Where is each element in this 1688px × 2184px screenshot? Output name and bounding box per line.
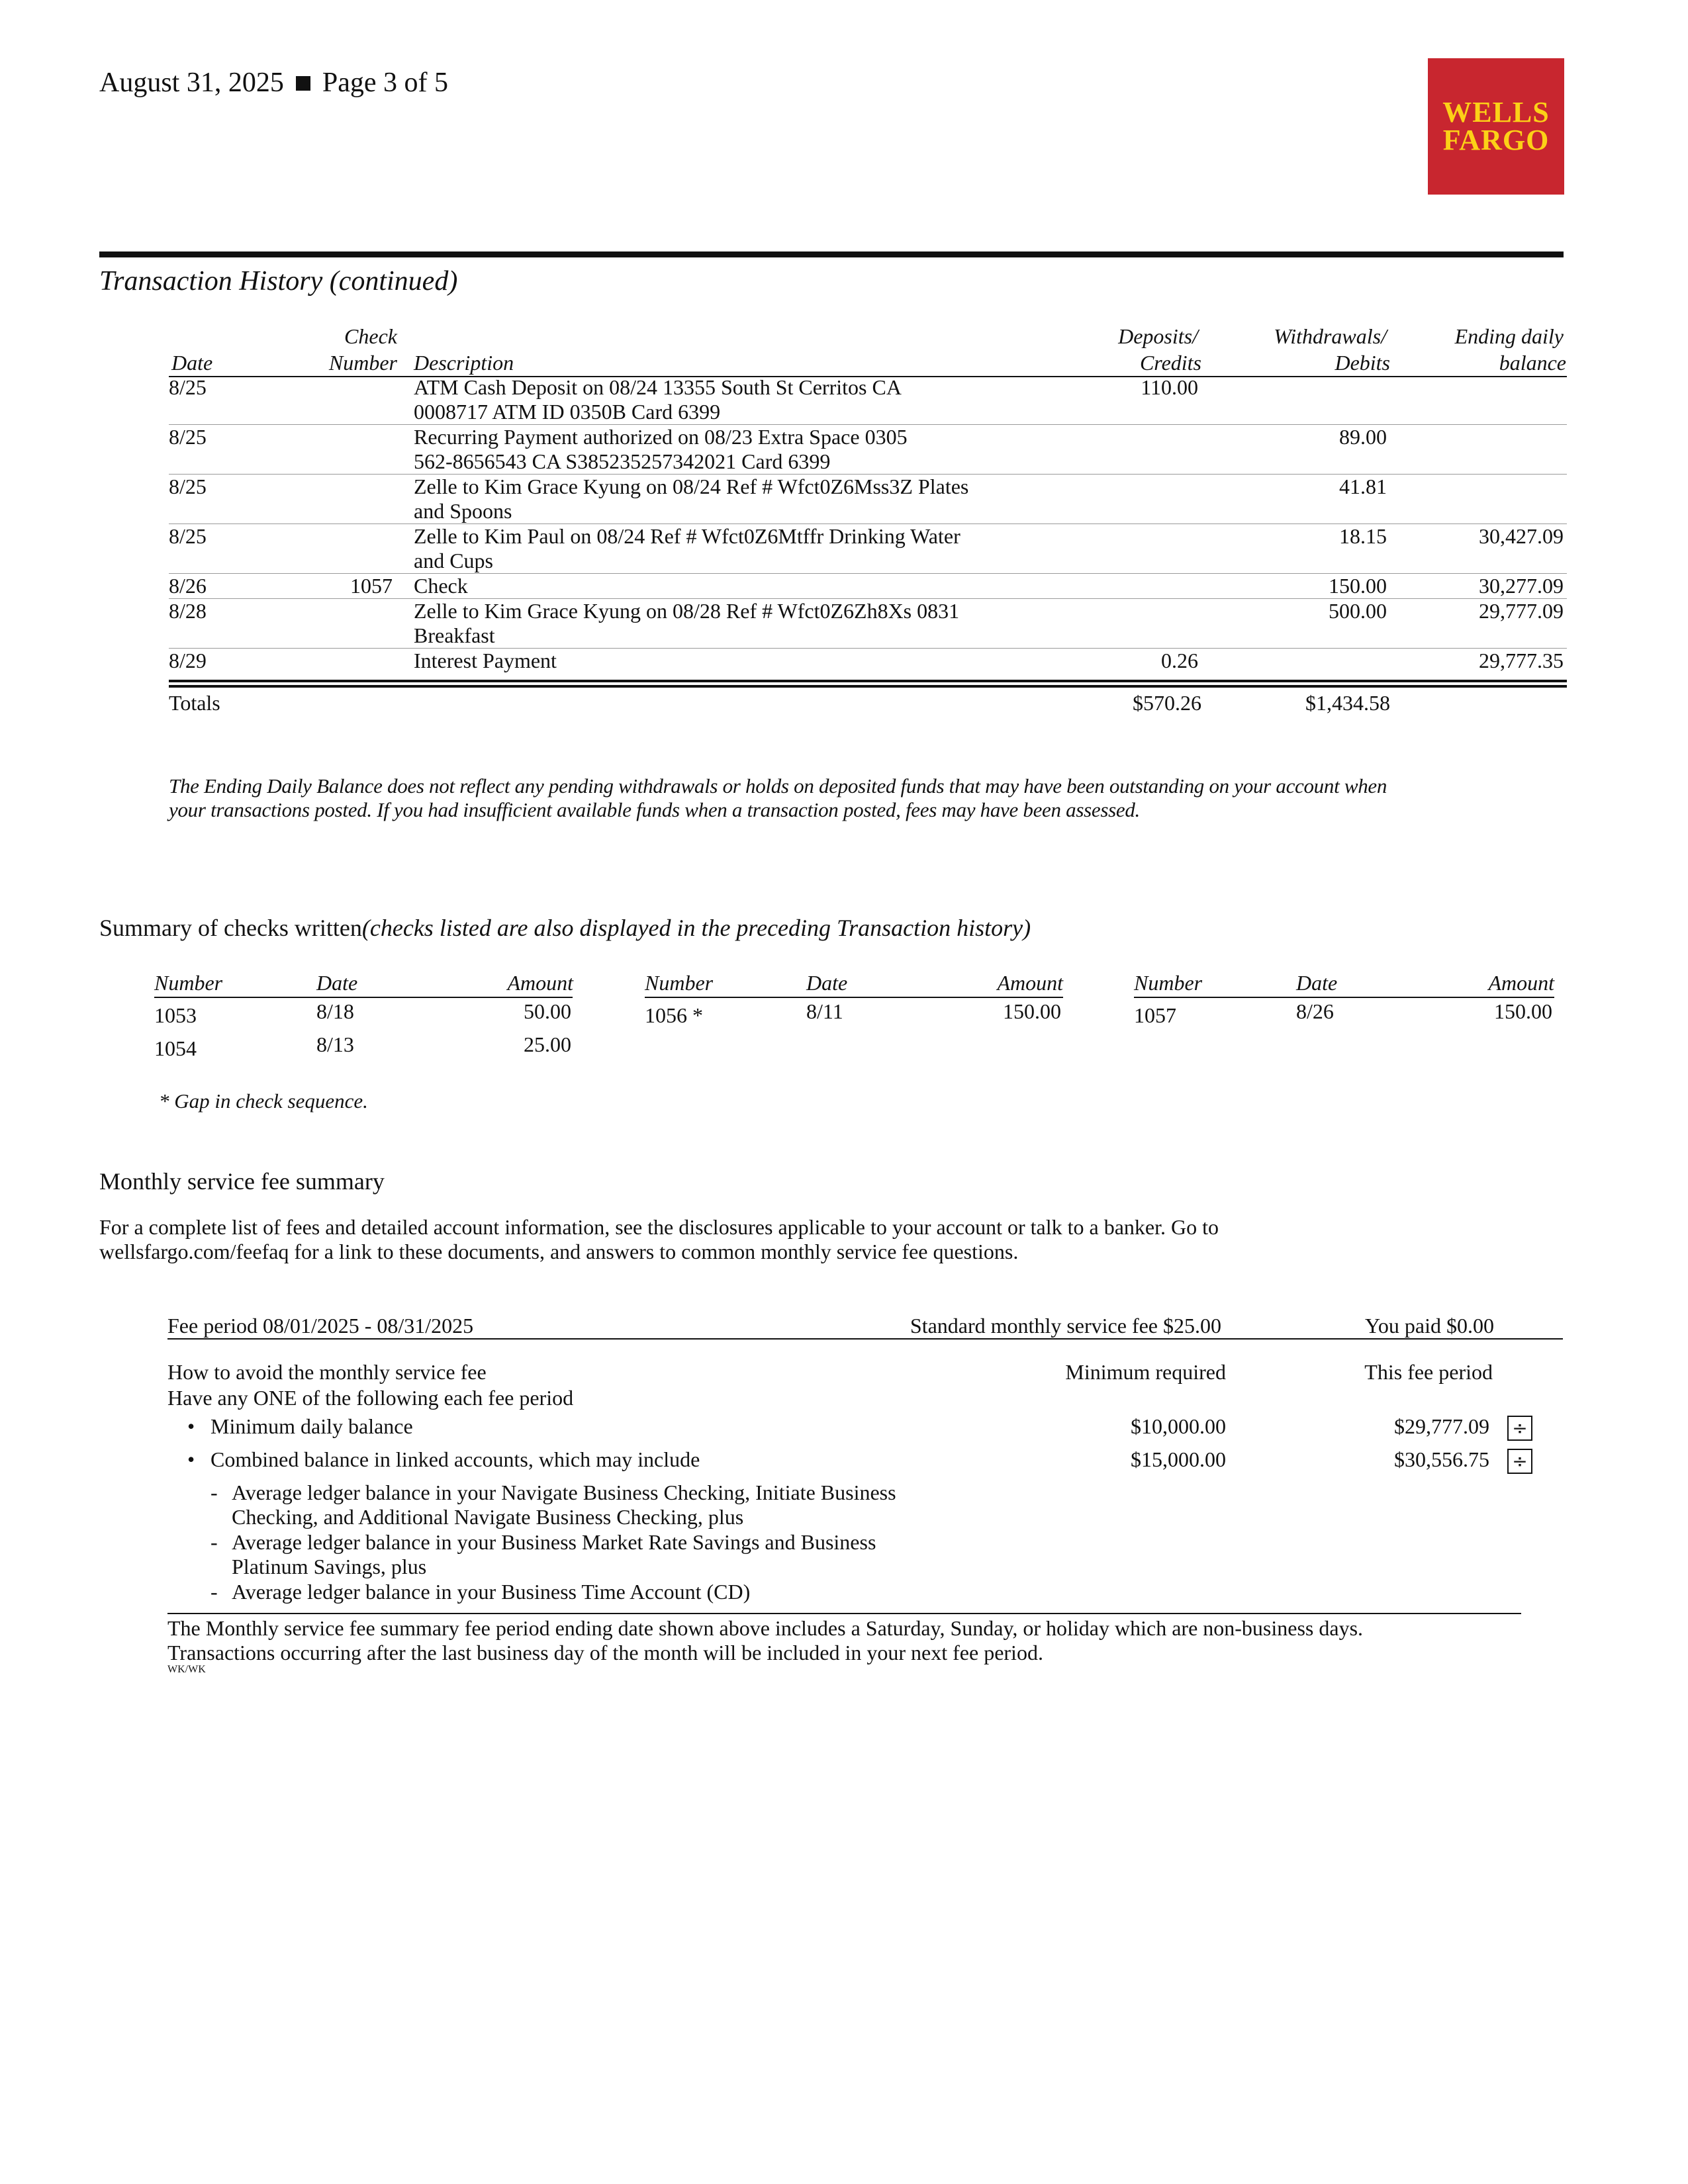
col-deposits-header-1: Deposits/: [1118, 324, 1198, 348]
total-withdrawals: $1,434.58: [1305, 691, 1390, 715]
check-amount: 150.00: [1003, 999, 1061, 1023]
tx-description-line-2: 562-8656543 CA S385235257342021 Card 6399: [414, 449, 831, 473]
fee-footer-line-1: The Monthly service fee summary fee period ending date shown above includes a Saturday, Sunday, or holiday which are non-business days.: [167, 1616, 1364, 1640]
tx-description-line-1: Check: [414, 574, 468, 598]
tx-withdrawal: 150.00: [1329, 574, 1387, 598]
totals-rule-1: [169, 680, 1567, 682]
sub-item-1: [232, 1480, 896, 1529]
tx-date: 8/25: [169, 524, 207, 548]
checks-underline-1: [154, 997, 573, 998]
col-withdrawals-header-2: Debits: [1335, 351, 1390, 375]
col-check-header-2: Number: [328, 351, 397, 375]
checks-title: Summary of checks written: [99, 915, 362, 941]
min-daily-balance-actual: $29,777.09: [1394, 1414, 1489, 1438]
tx-description-line-1: Zelle to Kim Grace Kyung on 08/28 Ref # Wfct0Z6Zh8Xs 0831: [414, 599, 960, 623]
balance-note: [169, 774, 1559, 822]
tx-deposit: 110.00: [1141, 375, 1198, 399]
fee-intro: [99, 1215, 1489, 1264]
combined-balance-actual: $30,556.75: [1394, 1447, 1489, 1471]
checks-col-number-2: Number: [645, 971, 714, 995]
tx-ending-balance: 30,427.09: [1479, 524, 1564, 548]
avoid-fee-title: How to avoid the monthly service fee: [167, 1360, 487, 1384]
col-withdrawals-header-1: Withdrawals/: [1274, 324, 1387, 348]
tx-withdrawal: 500.00: [1329, 599, 1387, 623]
fee-intro-line-2: wellsfargo.com/feefaq for a link to these documents, and answers to common monthly service fee questions.: [99, 1240, 1019, 1263]
check-amount: 25.00: [524, 1032, 571, 1056]
min-daily-balance-label: Minimum daily balance: [211, 1414, 413, 1438]
sub-item-2-line-2: Platinum Savings, plus: [232, 1555, 427, 1578]
checkmark-box-icon: ÷: [1507, 1449, 1532, 1474]
fee-footer: [167, 1616, 1558, 1665]
col-balance-header-2: balance: [1499, 351, 1566, 375]
combined-balance-label: Combined balance in linked accounts, which may include: [211, 1447, 700, 1471]
min-required-label: Minimum required: [1065, 1360, 1226, 1384]
checks-col-number-3: Number: [1134, 971, 1203, 995]
dash-icon: -: [211, 1480, 218, 1504]
checks-col-date-1: Date: [316, 971, 358, 995]
check-amount: 50.00: [524, 999, 571, 1023]
this-period-label: This fee period: [1364, 1360, 1493, 1384]
have-any-text: Have any ONE of the following each fee period: [167, 1386, 574, 1410]
page-number: Page 3 of 5: [322, 68, 448, 98]
checks-col-amount-3: Amount: [1488, 971, 1554, 995]
logo-line-1: WELLS: [1442, 96, 1550, 128]
tx-description-line-2: Breakfast: [414, 623, 495, 647]
gap-note: * Gap in check sequence.: [159, 1089, 368, 1113]
sub-item-1-line-2: Checking, and Additional Navigate Business Checking, plus: [232, 1505, 744, 1529]
check-number: 1054: [154, 1036, 197, 1060]
checks-underline-3: [1134, 997, 1554, 998]
col-check-header-1: Check: [344, 324, 397, 348]
checks-col-date-3: Date: [1296, 971, 1338, 995]
dash-icon: -: [211, 1580, 218, 1604]
checks-col-number-1: Number: [154, 971, 223, 995]
tx-description-line-2: and Cups: [414, 549, 493, 572]
fee-period: Fee period 08/01/2025 - 08/31/2025: [167, 1314, 474, 1338]
checkmark-box-icon: ÷: [1507, 1416, 1532, 1441]
check-amount: 150.00: [1494, 999, 1552, 1023]
sub-item-1-line-1: Average ledger balance in your Navigate Business Checking, Initiate Business: [232, 1480, 896, 1504]
fee-intro-line-1: For a complete list of fees and detailed account information, see the disclosures applicable to your account or talk to a banker. Go to: [99, 1215, 1219, 1239]
logo-line-2: FARGO: [1442, 124, 1550, 156]
totals-label: Totals: [169, 691, 220, 715]
tx-ending-balance: 29,777.35: [1479, 649, 1564, 672]
col-deposits-header-2: Credits: [1139, 351, 1201, 375]
check-number: 1057: [1134, 1003, 1176, 1027]
combined-balance-required: $15,000.00: [1131, 1447, 1226, 1471]
tx-date: 8/29: [169, 649, 207, 672]
tx-description-line-1: Zelle to Kim Paul on 08/24 Ref # Wfct0Z6Mtffr Drinking Water: [414, 524, 961, 548]
check-number: 1056 *: [645, 1003, 703, 1027]
transaction-history-title: Transaction History (continued): [99, 266, 458, 296]
tx-description-line-1: ATM Cash Deposit on 08/24 13355 South St Cerritos CA: [414, 375, 902, 399]
balance-note-line-2: your transactions posted. If you had insufficient available funds when a transaction posted, fees may have been assessed.: [169, 798, 1140, 821]
tx-deposit: 0.26: [1161, 649, 1198, 672]
fee-footer-line-2: Transactions occurring after the last business day of the month will be included in your next fee period.: [167, 1641, 1043, 1664]
tx-description-line-1: Zelle to Kim Grace Kyung on 08/24 Ref # Wfct0Z6Mss3Z Plates: [414, 475, 969, 498]
fee-header-underline: [167, 1338, 1563, 1340]
checks-col-date-2: Date: [806, 971, 848, 995]
col-description-header: Description: [414, 351, 514, 375]
check-date: 8/18: [316, 999, 354, 1023]
tx-description-line-2: and Spoons: [414, 499, 512, 523]
check-number: 1053: [154, 1003, 197, 1027]
wells-fargo-logo: [1428, 58, 1564, 195]
checks-col-amount-2: Amount: [997, 971, 1063, 995]
check-date: 8/26: [1296, 999, 1334, 1023]
tx-date: 8/25: [169, 475, 207, 498]
tx-check-number: 1057: [350, 574, 393, 598]
tx-description-line-1: Recurring Payment authorized on 08/23 Extra Space 0305: [414, 425, 908, 449]
bullet-icon: •: [187, 1414, 195, 1438]
col-date-header: Date: [171, 351, 213, 375]
you-paid: You paid $0.00: [1365, 1314, 1494, 1338]
balance-note-line-1: The Ending Daily Balance does not reflect any pending withdrawals or holds on deposited funds that may have been outstanding on your account when: [169, 774, 1387, 797]
sub-item-2: [232, 1530, 876, 1579]
tx-withdrawal: 18.15: [1339, 524, 1387, 548]
min-daily-balance-required: $10,000.00: [1131, 1414, 1226, 1438]
square-separator-icon: [296, 76, 310, 91]
statement-date: August 31, 2025: [99, 68, 284, 98]
checks-summary-title: [99, 913, 1031, 942]
standard-fee: Standard monthly service fee $25.00: [910, 1314, 1221, 1338]
total-deposits: $570.26: [1133, 691, 1201, 715]
check-date: 8/13: [316, 1032, 354, 1056]
tx-date: 8/25: [169, 375, 207, 399]
totals-rule-2: [169, 685, 1567, 688]
tx-description-line-1: Interest Payment: [414, 649, 557, 672]
tx-date: 8/26: [169, 574, 207, 598]
fee-summary-title: Monthly service fee summary: [99, 1168, 385, 1195]
statement-code: WK/WK: [167, 1664, 206, 1675]
tx-ending-balance: 30,277.09: [1479, 574, 1564, 598]
row-separator: [169, 648, 1567, 649]
tx-description-line-2: 0008717 ATM ID 0350B Card 6399: [414, 400, 721, 424]
tx-date: 8/28: [169, 599, 207, 623]
bullet-icon: •: [187, 1447, 195, 1471]
tx-ending-balance: 29,777.09: [1479, 599, 1564, 623]
fee-bottom-rule: [167, 1613, 1521, 1614]
sub-item-2-line-1: Average ledger balance in your Business Market Rate Savings and Business: [232, 1530, 876, 1554]
col-balance-header-1: Ending daily: [1454, 324, 1564, 348]
sub-item-3: Average ledger balance in your Business Time Account (CD): [232, 1580, 751, 1604]
checks-title-note: (checks listed are also displayed in the preceding Transaction history): [361, 915, 1031, 941]
tx-date: 8/25: [169, 425, 207, 449]
checks-col-amount-1: Amount: [507, 971, 573, 995]
dash-icon: -: [211, 1530, 218, 1554]
section-divider: [99, 251, 1564, 257]
checks-underline-2: [645, 997, 1063, 998]
tx-withdrawal: 41.81: [1339, 475, 1387, 498]
tx-withdrawal: 89.00: [1339, 425, 1387, 449]
statement-header: [99, 66, 448, 99]
check-date: 8/11: [806, 999, 843, 1023]
